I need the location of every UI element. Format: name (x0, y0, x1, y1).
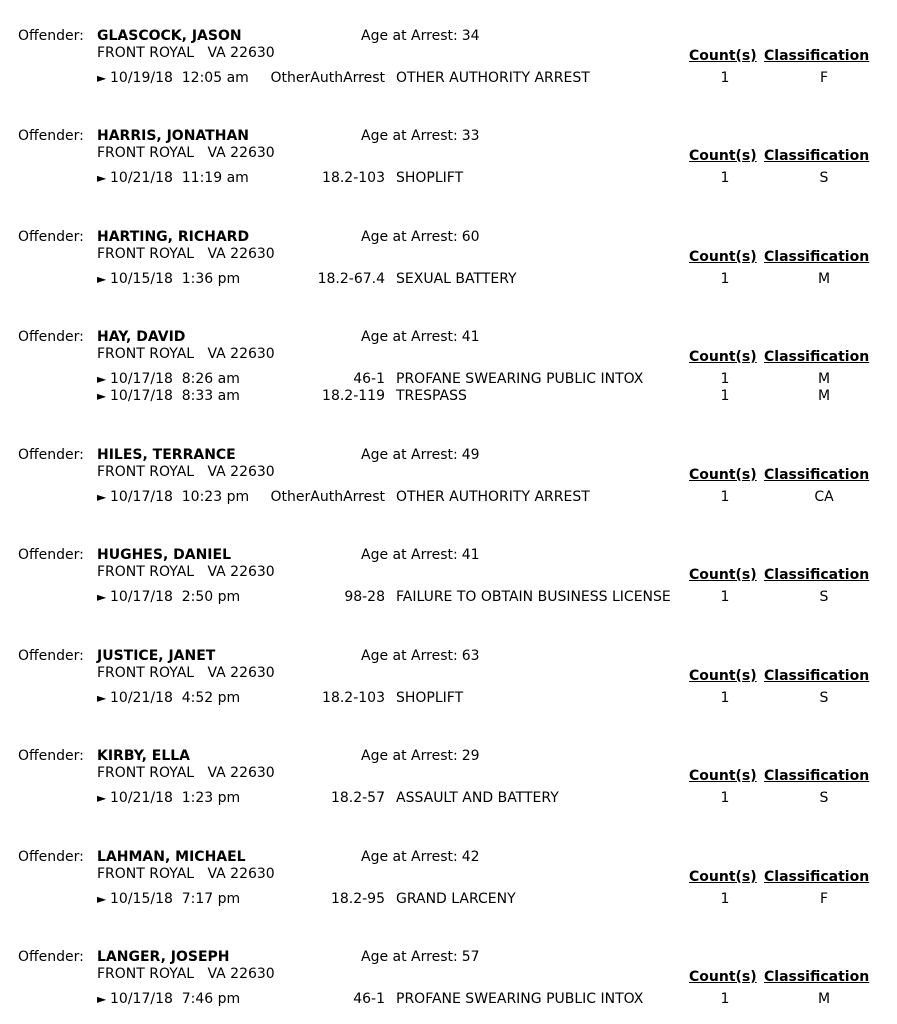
charge-code: 18.2-67.4 (317, 271, 385, 287)
offender-address: FRONT ROYAL VA 22630 (97, 765, 275, 781)
offender-address: FRONT ROYAL VA 22630 (97, 246, 275, 262)
age-label: Age at Arrest: (361, 329, 458, 345)
arrow-icon: ► (97, 691, 107, 705)
age-value: 41 (461, 547, 480, 563)
offender-address: FRONT ROYAL VA 22630 (97, 346, 275, 362)
charge-row (0, 690, 897, 707)
offender-name: LANGER, JOSEPH (97, 949, 230, 965)
charge-datetime: 10/17/18 8:33 am (110, 388, 240, 404)
counts-header: Count(s) (689, 148, 757, 164)
age-label: Age at Arrest: (361, 648, 458, 664)
age-value: 41 (461, 329, 480, 345)
counts-header: Count(s) (689, 249, 757, 265)
age-at-arrest (361, 329, 480, 345)
charge-count: 1 (720, 371, 730, 387)
arrow-icon: ► (97, 372, 107, 386)
charge-classification: M (817, 388, 831, 404)
charge-classification: M (817, 271, 831, 287)
offender-label: Offender: (18, 128, 84, 144)
charge-classification: F (819, 70, 829, 86)
age-at-arrest (361, 648, 480, 664)
offender-name: JUSTICE, JANET (97, 648, 216, 664)
classification-header: Classification (764, 869, 870, 885)
charge-datetime: 10/21/18 11:19 am (110, 170, 249, 186)
arrow-icon: ► (97, 71, 107, 85)
offender-name: HARRIS, JONATHAN (97, 128, 249, 144)
charge-datetime: 10/17/18 7:46 pm (110, 991, 241, 1007)
charge-description: PROFANE SWEARING PUBLIC INTOX (396, 371, 644, 387)
age-label: Age at Arrest: (361, 28, 458, 44)
charge-count: 1 (720, 70, 730, 86)
offender-name: HAY, DAVID (97, 329, 186, 345)
offender-address: FRONT ROYAL VA 22630 (97, 45, 275, 61)
charge-classification: F (819, 891, 829, 907)
charge-row (0, 388, 897, 405)
charge-code: 18.2-57 (330, 790, 385, 806)
offender-label: Offender: (18, 229, 84, 245)
charge-row (0, 891, 897, 908)
arrow-icon: ► (97, 389, 107, 403)
classification-header: Classification (764, 768, 870, 784)
charge-description: OTHER AUTHORITY ARREST (396, 70, 590, 86)
charge-description: OTHER AUTHORITY ARREST (396, 489, 590, 505)
charge-datetime: 10/15/18 7:17 pm (110, 891, 241, 907)
charge-row (0, 371, 897, 388)
charge-row (0, 271, 897, 288)
charge-classification: CA (814, 489, 834, 505)
charge-description: SHOPLIFT (396, 170, 464, 186)
offender-name: HARTING, RICHARD (97, 229, 250, 245)
charge-code: 46-1 (353, 371, 385, 387)
charge-row (0, 991, 897, 1008)
age-value: 63 (461, 648, 480, 664)
offender-name: GLASCOCK, JASON (97, 28, 242, 44)
age-value: 42 (461, 849, 480, 865)
charge-datetime: 10/17/18 8:26 am (110, 371, 240, 387)
charge-row (0, 489, 897, 506)
charge-count: 1 (720, 170, 730, 186)
classification-header: Classification (764, 148, 870, 164)
age-value: 29 (461, 748, 480, 764)
counts-header: Count(s) (689, 48, 757, 64)
charge-row (0, 790, 897, 807)
offender-name: LAHMAN, MICHAEL (97, 849, 246, 865)
age-value: 60 (461, 229, 480, 245)
arrow-icon: ► (97, 490, 107, 504)
charge-description: GRAND LARCENY (396, 891, 516, 907)
charge-description: SHOPLIFT (396, 690, 464, 706)
offender-address: FRONT ROYAL VA 22630 (97, 564, 275, 580)
offender-label: Offender: (18, 748, 84, 764)
age-label: Age at Arrest: (361, 949, 458, 965)
charge-row (0, 170, 897, 187)
counts-header: Count(s) (689, 567, 757, 583)
classification-header: Classification (764, 668, 870, 684)
charge-description: FAILURE TO OBTAIN BUSINESS LICENSE (396, 589, 671, 605)
offender-name: HUGHES, DANIEL (97, 547, 231, 563)
charge-code: 46-1 (353, 991, 385, 1007)
arrow-icon: ► (97, 892, 107, 906)
charge-count: 1 (720, 690, 730, 706)
age-value: 34 (461, 28, 480, 44)
charge-count: 1 (720, 388, 730, 404)
age-value: 49 (461, 447, 480, 463)
charge-description: ASSAULT AND BATTERY (396, 790, 559, 806)
age-label: Age at Arrest: (361, 547, 458, 563)
charge-datetime: 10/17/18 2:50 pm (110, 589, 241, 605)
charge-code: 18.2-119 (322, 388, 385, 404)
charge-count: 1 (720, 589, 730, 605)
age-at-arrest (361, 748, 480, 764)
arrow-icon: ► (97, 992, 107, 1006)
offender-label: Offender: (18, 28, 84, 44)
age-at-arrest (361, 949, 480, 965)
offender-address: FRONT ROYAL VA 22630 (97, 966, 275, 982)
charge-datetime: 10/19/18 12:05 am (110, 70, 249, 86)
charge-description: PROFANE SWEARING PUBLIC INTOX (396, 991, 644, 1007)
charge-description: TRESPASS (396, 388, 467, 404)
arrow-icon: ► (97, 791, 107, 805)
offender-label: Offender: (18, 648, 84, 664)
charge-classification: S (819, 790, 829, 806)
charge-code: OtherAuthArrest (270, 489, 385, 505)
age-value: 57 (461, 949, 480, 965)
age-value: 33 (461, 128, 480, 144)
age-at-arrest (361, 128, 480, 144)
age-at-arrest (361, 547, 480, 563)
counts-header: Count(s) (689, 869, 757, 885)
charge-datetime: 10/15/18 1:36 pm (110, 271, 241, 287)
classification-header: Classification (764, 567, 870, 583)
arrow-icon: ► (97, 590, 107, 604)
arrow-icon: ► (97, 171, 107, 185)
charge-classification: M (817, 991, 831, 1007)
offender-label: Offender: (18, 849, 84, 865)
counts-header: Count(s) (689, 467, 757, 483)
classification-header: Classification (764, 969, 870, 985)
offender-address: FRONT ROYAL VA 22630 (97, 464, 275, 480)
offender-address: FRONT ROYAL VA 22630 (97, 866, 275, 882)
offender-name: HILES, TERRANCE (97, 447, 236, 463)
charge-code: 18.2-103 (322, 690, 385, 706)
charge-row (0, 589, 897, 606)
offender-label: Offender: (18, 329, 84, 345)
charge-classification: S (819, 690, 829, 706)
charge-count: 1 (720, 790, 730, 806)
charge-datetime: 10/21/18 4:52 pm (110, 690, 241, 706)
counts-header: Count(s) (689, 768, 757, 784)
charge-code: OtherAuthArrest (270, 70, 385, 86)
arrow-icon: ► (97, 272, 107, 286)
classification-header: Classification (764, 467, 870, 483)
offender-address: FRONT ROYAL VA 22630 (97, 145, 275, 161)
charge-description: SEXUAL BATTERY (396, 271, 517, 287)
offender-label: Offender: (18, 447, 84, 463)
charge-count: 1 (720, 489, 730, 505)
age-at-arrest (361, 28, 480, 44)
age-label: Age at Arrest: (361, 128, 458, 144)
age-at-arrest (361, 849, 480, 865)
charge-datetime: 10/21/18 1:23 pm (110, 790, 241, 806)
age-label: Age at Arrest: (361, 229, 458, 245)
offender-name: KIRBY, ELLA (97, 748, 190, 764)
age-label: Age at Arrest: (361, 748, 458, 764)
classification-header: Classification (764, 249, 870, 265)
age-label: Age at Arrest: (361, 849, 458, 865)
charge-classification: M (817, 371, 831, 387)
charge-row (0, 70, 897, 87)
counts-header: Count(s) (689, 349, 757, 365)
charge-count: 1 (720, 991, 730, 1007)
charge-code: 98-28 (344, 589, 385, 605)
age-at-arrest (361, 447, 480, 463)
charge-classification: S (819, 589, 829, 605)
age-at-arrest (361, 229, 480, 245)
charge-code: 18.2-95 (330, 891, 385, 907)
counts-header: Count(s) (689, 969, 757, 985)
age-label: Age at Arrest: (361, 447, 458, 463)
offender-label: Offender: (18, 949, 84, 965)
offender-address: FRONT ROYAL VA 22630 (97, 665, 275, 681)
classification-header: Classification (764, 48, 870, 64)
charge-classification: S (819, 170, 829, 186)
counts-header: Count(s) (689, 668, 757, 684)
charge-count: 1 (720, 271, 730, 287)
charge-datetime: 10/17/18 10:23 pm (110, 489, 250, 505)
charge-count: 1 (720, 891, 730, 907)
charge-code: 18.2-103 (322, 170, 385, 186)
classification-header: Classification (764, 349, 870, 365)
offender-label: Offender: (18, 547, 84, 563)
